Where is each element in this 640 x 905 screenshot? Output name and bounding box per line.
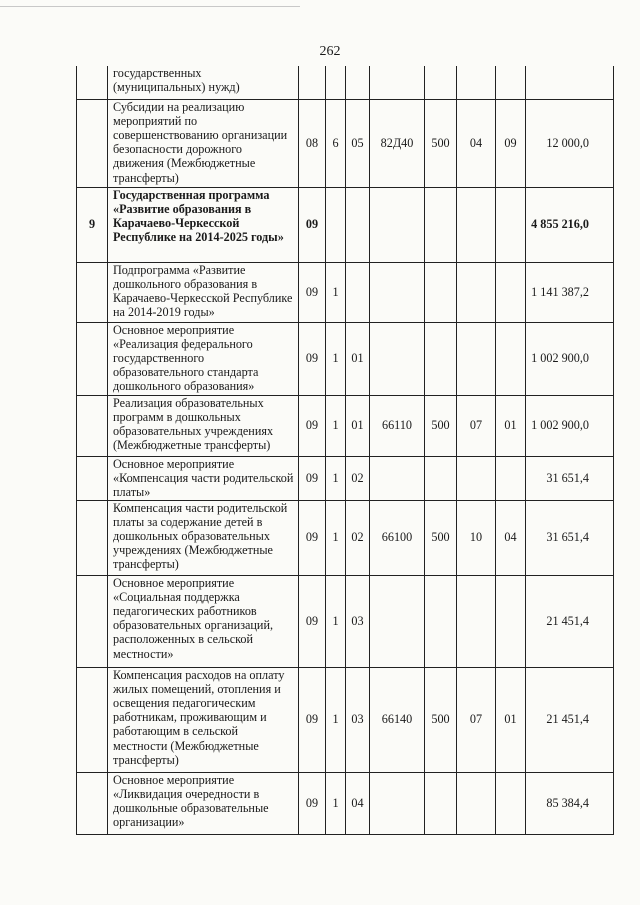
activity-code-cell: 03 — [346, 575, 370, 667]
subprogram-code-cell: 1 — [326, 667, 346, 772]
program-code-cell: 09 — [299, 395, 326, 456]
row-number-cell — [77, 575, 108, 667]
activity-code-cell: 04 — [346, 772, 370, 834]
subprogram-code-cell: 1 — [326, 575, 346, 667]
row-number-cell — [77, 99, 108, 187]
subprogram-code-cell: 1 — [326, 395, 346, 456]
program-code-cell — [299, 66, 326, 99]
program-code-cell: 09 — [299, 187, 326, 262]
subprogram-code-cell — [326, 187, 346, 262]
activity-code-cell: 01 — [346, 395, 370, 456]
table-row — [77, 66, 614, 99]
subprogram-code-cell: 1 — [326, 262, 346, 322]
row-number-cell — [77, 500, 108, 575]
item-name-cell: Государственная программа «Развитие образования в Карачаево-Черкесской Республике на 2014-2025 годы» — [108, 187, 299, 262]
subprogram-code-cell: 1 — [326, 456, 346, 500]
item-name-cell: государственных (муниципальных) нужд) — [108, 66, 299, 99]
amount-cell: 1 002 900,0 — [526, 395, 614, 456]
activity-code-cell: 02 — [346, 500, 370, 575]
table-row — [77, 500, 614, 575]
subprogram-code-cell: 1 — [326, 500, 346, 575]
row-number-cell — [77, 262, 108, 322]
section-cell — [457, 187, 496, 262]
row-number-cell — [77, 395, 108, 456]
section-cell — [457, 66, 496, 99]
direction-code-cell — [370, 772, 425, 834]
expense-type-cell: 500 — [425, 667, 457, 772]
table-row — [77, 575, 614, 667]
subprogram-code-cell: 6 — [326, 99, 346, 187]
item-name-cell: Подпрограмма «Развитие дошкольного образования в Карачаево-Черкесской Республике на 2014-2019 годы» — [108, 262, 299, 322]
item-name-cell: Субсидии на реализацию мероприятий по совершенствованию организации безопасности дорожного движения (Межбюджетные трансферты) — [108, 99, 299, 187]
table-row — [77, 99, 614, 187]
subsection-cell — [496, 772, 526, 834]
table-row — [77, 395, 614, 456]
expense-type-cell: 500 — [425, 395, 457, 456]
activity-code-cell — [346, 262, 370, 322]
expense-type-cell — [425, 187, 457, 262]
table-row — [77, 262, 614, 322]
subsection-cell — [496, 575, 526, 667]
item-name-cell: Компенсация части родительской платы за содержание детей в дошкольных образовательных учреждениях (Межбюджетные трансферты) — [108, 500, 299, 575]
item-name-cell: Основное мероприятие «Ликвидация очередности в дошкольные образовательные организации» — [108, 772, 299, 834]
activity-code-cell — [346, 66, 370, 99]
activity-code-cell: 02 — [346, 456, 370, 500]
direction-code-cell — [370, 187, 425, 262]
activity-code-cell — [346, 187, 370, 262]
subprogram-code-cell: 1 — [326, 322, 346, 395]
top-scan-rule — [0, 6, 300, 7]
table-row — [77, 187, 614, 262]
program-code-cell: 09 — [299, 575, 326, 667]
amount-cell — [526, 66, 614, 99]
subsection-cell — [496, 456, 526, 500]
section-cell: 04 — [457, 99, 496, 187]
amount-cell: 31 651,4 — [526, 456, 614, 500]
expense-type-cell — [425, 322, 457, 395]
direction-code-cell — [370, 322, 425, 395]
section-cell — [457, 262, 496, 322]
table-row — [77, 667, 614, 772]
direction-code-cell — [370, 575, 425, 667]
subsection-cell — [496, 66, 526, 99]
expense-type-cell: 500 — [425, 99, 457, 187]
section-cell — [457, 772, 496, 834]
direction-code-cell: 82Д40 — [370, 99, 425, 187]
program-code-cell: 09 — [299, 772, 326, 834]
amount-cell: 12 000,0 — [526, 99, 614, 187]
subsection-cell: 01 — [496, 667, 526, 772]
amount-cell: 1 141 387,2 — [526, 262, 614, 322]
expense-type-cell — [425, 66, 457, 99]
program-code-cell: 09 — [299, 456, 326, 500]
program-code-cell: 08 — [299, 99, 326, 187]
activity-code-cell: 01 — [346, 322, 370, 395]
table-row — [77, 772, 614, 834]
expense-type-cell: 500 — [425, 500, 457, 575]
subsection-cell: 04 — [496, 500, 526, 575]
subprogram-code-cell: 1 — [326, 772, 346, 834]
row-number-cell — [77, 667, 108, 772]
row-number-cell — [77, 322, 108, 395]
direction-code-cell — [370, 262, 425, 322]
direction-code-cell — [370, 456, 425, 500]
subsection-cell — [496, 262, 526, 322]
direction-code-cell — [370, 66, 425, 99]
expense-type-cell — [425, 456, 457, 500]
amount-cell: 85 384,4 — [526, 772, 614, 834]
expense-type-cell — [425, 575, 457, 667]
amount-cell: 1 002 900,0 — [526, 322, 614, 395]
budget-table — [76, 66, 614, 835]
program-code-cell: 09 — [299, 322, 326, 395]
section-cell: 07 — [457, 667, 496, 772]
amount-cell: 4 855 216,0 — [526, 187, 614, 262]
row-number-cell — [77, 66, 108, 99]
subsection-cell: 01 — [496, 395, 526, 456]
amount-cell: 21 451,4 — [526, 575, 614, 667]
section-cell: 07 — [457, 395, 496, 456]
subsection-cell: 09 — [496, 99, 526, 187]
item-name-cell: Основное мероприятие «Реализация федерального государственного образовательного стандарта дошкольного образования» — [108, 322, 299, 395]
item-name-cell: Компенсация расходов на оплату жилых помещений, отопления и освещения педагогическим работникам, проживающим и работающим в сельской местности (Межбюджетные трансферты) — [108, 667, 299, 772]
direction-code-cell: 66110 — [370, 395, 425, 456]
amount-cell: 21 451,4 — [526, 667, 614, 772]
section-cell: 10 — [457, 500, 496, 575]
activity-code-cell: 03 — [346, 667, 370, 772]
table-row — [77, 322, 614, 395]
program-code-cell: 09 — [299, 262, 326, 322]
item-name-cell: Реализация образовательных программ в дошкольных образовательных учреждениях (Межбюджетные трансферты) — [108, 395, 299, 456]
expense-type-cell — [425, 772, 457, 834]
direction-code-cell: 66140 — [370, 667, 425, 772]
subprogram-code-cell — [326, 66, 346, 99]
subsection-cell — [496, 187, 526, 262]
direction-code-cell: 66100 — [370, 500, 425, 575]
row-number-cell — [77, 772, 108, 834]
row-number-cell: 9 — [77, 187, 108, 262]
item-name-cell: Основное мероприятие «Социальная поддержка педагогических работников образовательных организаций, расположенных в сельской местности» — [108, 575, 299, 667]
item-name-cell: Основное мероприятие «Компенсация части родительской платы» — [108, 456, 299, 500]
table-row — [77, 456, 614, 500]
page-number: 262 — [319, 44, 341, 59]
amount-cell: 31 651,4 — [526, 500, 614, 575]
section-cell — [457, 322, 496, 395]
activity-code-cell: 05 — [346, 99, 370, 187]
subsection-cell — [496, 322, 526, 395]
section-cell — [457, 575, 496, 667]
program-code-cell: 09 — [299, 667, 326, 772]
program-code-cell: 09 — [299, 500, 326, 575]
row-number-cell — [77, 456, 108, 500]
section-cell — [457, 456, 496, 500]
expense-type-cell — [425, 262, 457, 322]
